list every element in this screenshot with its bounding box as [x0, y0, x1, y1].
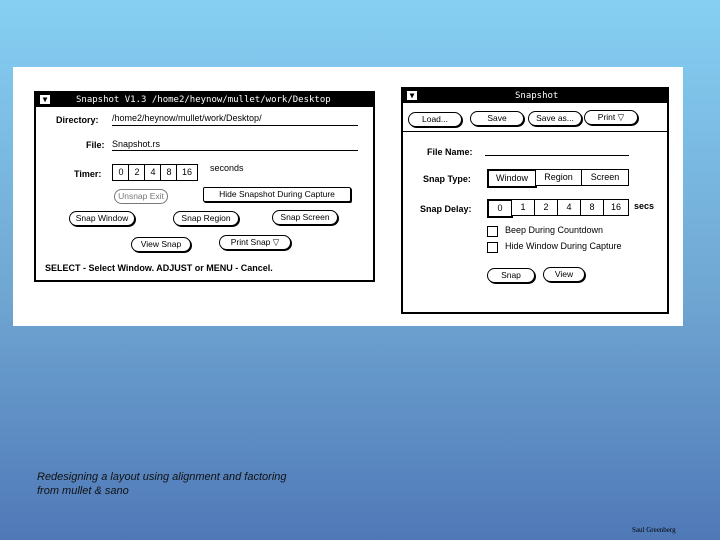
load-button[interactable]: Load... [408, 112, 462, 127]
timer-option-4[interactable]: 4 [144, 164, 162, 181]
snap-type-screen[interactable]: Screen [581, 169, 629, 186]
print-snap-menu-button[interactable]: Print Snap ▽ [219, 235, 291, 250]
caption-line-1: Redesigning a layout using alignment and factoring [37, 471, 287, 483]
new-snapshot-window [401, 87, 669, 314]
beep-checkbox[interactable] [487, 226, 498, 237]
snap-type-label: Snap Type: [423, 174, 471, 184]
new-window-divider [403, 131, 667, 132]
file-name-label: File Name: [427, 147, 473, 157]
timer-unit: seconds [210, 163, 244, 173]
new-window-title: Snapshot [515, 91, 559, 101]
snap-button[interactable]: Snap [487, 268, 535, 283]
directory-input[interactable]: /home2/heynow/mullet/work/Desktop/ [112, 113, 262, 123]
timer-option-8[interactable]: 8 [160, 164, 178, 181]
hide-window-checkbox[interactable] [487, 242, 498, 253]
old-window-footer: SELECT - Select Window. ADJUST or MENU - Cancel. [45, 263, 273, 273]
caption-line-2: from mullet & sano [37, 485, 129, 497]
slide-caption [37, 470, 287, 498]
snap-delay-label: Snap Delay: [420, 204, 472, 214]
screenshot-panel [13, 67, 683, 326]
view-button[interactable]: View [543, 267, 585, 282]
snap-type-window[interactable]: Window [487, 169, 537, 188]
snap-screen-button[interactable]: Snap Screen [272, 210, 338, 225]
new-window-titlebar[interactable] [403, 89, 667, 103]
unsnap-exit-button[interactable]: Unsnap Exit [114, 189, 168, 204]
hide-snapshot-toggle[interactable]: Hide Snapshot During Capture [203, 187, 351, 202]
old-window-title: Snapshot V1.3 /home2/heynow/mullet/work/Desktop [76, 95, 331, 105]
beep-label: Beep During Countdown [505, 225, 604, 235]
snap-delay-2[interactable]: 2 [534, 199, 558, 216]
file-name-input[interactable] [485, 155, 629, 156]
file-input[interactable]: Snapshot.rs [112, 139, 161, 149]
window-menu-icon[interactable]: ▼ [407, 91, 417, 100]
directory-label: Directory: [56, 115, 99, 125]
old-snapshot-window [34, 91, 375, 282]
snap-type-region[interactable]: Region [535, 169, 582, 186]
snap-delay-16[interactable]: 16 [603, 199, 629, 216]
print-menu-button[interactable]: Print ▽ [584, 110, 638, 125]
snap-delay-4[interactable]: 4 [557, 199, 581, 216]
snap-region-button[interactable]: Snap Region [173, 211, 239, 226]
timer-option-0[interactable]: 0 [112, 164, 130, 181]
save-as-button[interactable]: Save as... [528, 111, 582, 126]
snap-delay-0[interactable]: 0 [487, 199, 513, 218]
view-snap-button[interactable]: View Snap [131, 237, 191, 252]
directory-underline [112, 125, 358, 126]
old-window-titlebar[interactable] [36, 93, 373, 107]
timer-label: Timer: [74, 169, 102, 179]
window-menu-icon[interactable]: ▼ [40, 95, 50, 104]
snap-delay-8[interactable]: 8 [580, 199, 604, 216]
hide-window-label: Hide Window During Capture [505, 241, 622, 251]
slide-credit: Saul Greenberg [632, 526, 676, 534]
save-button[interactable]: Save [470, 111, 524, 126]
timer-option-2[interactable]: 2 [128, 164, 146, 181]
snap-delay-1[interactable]: 1 [511, 199, 535, 216]
snap-window-button[interactable]: Snap Window [69, 211, 135, 226]
file-underline [112, 150, 358, 151]
timer-option-16[interactable]: 16 [176, 164, 198, 181]
file-label: File: [86, 140, 105, 150]
snap-delay-unit: secs [634, 201, 655, 211]
